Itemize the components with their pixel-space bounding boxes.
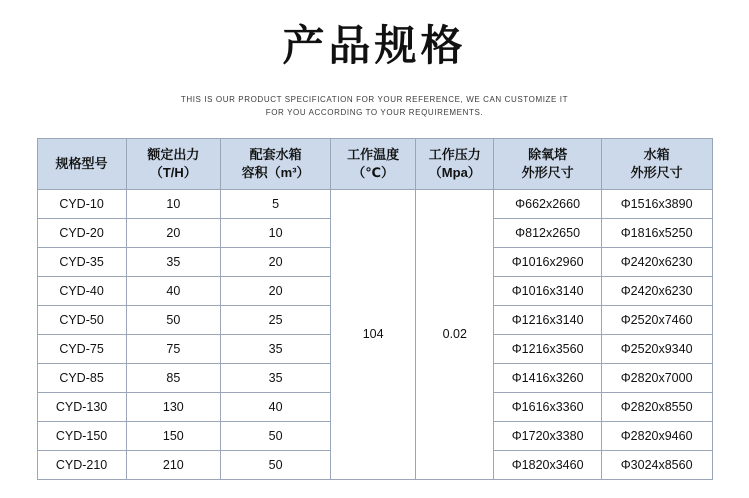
cell-output: 20 [126,218,221,247]
cell-model: CYD-150 [37,421,126,450]
specification-table [37,138,713,480]
cell-tank-volume: 20 [221,247,331,276]
cell-tank-volume: 40 [221,392,331,421]
cell-deaerator-size: Φ1216x3560 [494,334,601,363]
column-header-output [126,138,221,189]
cell-deaerator-size: Φ1616x3360 [494,392,601,421]
cell-deaerator-size: Φ1216x3140 [494,305,601,334]
cell-output: 150 [126,421,221,450]
cell-tank-volume: 50 [221,450,331,479]
cell-deaerator-size: Φ812x2650 [494,218,601,247]
column-header-model [37,138,126,189]
cell-output: 210 [126,450,221,479]
column-header-output-line1: 额定出力（T/H） [147,147,200,180]
cell-tank-volume: 20 [221,276,331,305]
cell-output: 130 [126,392,221,421]
subtitle-line-2: FOR YOU ACCORDING TO YOUR REQUIREMENTS. [265,108,484,118]
cell-tank-size: Φ2820x7000 [601,363,712,392]
cell-output: 85 [126,363,221,392]
cell-output: 40 [126,276,221,305]
column-header-work-pressure-line2: （Mpa） [428,164,481,180]
cell-model: CYD-40 [37,276,126,305]
cell-model: CYD-85 [37,363,126,392]
cell-model: CYD-210 [37,450,126,479]
cell-deaerator-size: Φ1416x3260 [494,363,601,392]
cell-output: 50 [126,305,221,334]
cell-tank-size: Φ3024x8560 [601,450,712,479]
cell-tank-size: Φ2820x8550 [601,392,712,421]
cell-deaerator-size: Φ1016x2960 [494,247,601,276]
specification-table-container [37,138,713,480]
cell-model: CYD-20 [37,218,126,247]
cell-work-pressure-merged: 0.02 [416,189,494,479]
column-header-work-pressure-line1: 工作压力 [428,147,481,163]
cell-output: 10 [126,189,221,218]
column-header-deaerator-size-line2: 外形尺寸 [521,164,574,180]
cell-tank-volume: 10 [221,218,331,247]
cell-tank-volume: 50 [221,421,331,450]
cell-model: CYD-130 [37,392,126,421]
cell-output: 35 [126,247,221,276]
cell-tank-volume: 5 [221,189,331,218]
cell-deaerator-size: Φ1820x3460 [494,450,601,479]
cell-deaerator-size: Φ1720x3380 [494,421,601,450]
cell-model: CYD-35 [37,247,126,276]
column-header-tank-volume-line1: 配套水箱 [249,147,302,163]
column-header-work-temperature-line1: 工作温度 [347,147,400,163]
cell-tank-size: Φ2420x6230 [601,276,712,305]
cell-tank-volume: 35 [221,334,331,363]
cell-deaerator-size: Φ1016x3140 [494,276,601,305]
cell-tank-size: Φ1816x5250 [601,218,712,247]
column-header-work-temperature [331,138,416,189]
column-header-tank-size [601,138,712,189]
cell-output: 75 [126,334,221,363]
cell-model: CYD-10 [37,189,126,218]
table-header [37,138,712,189]
cell-tank-size: Φ2520x9340 [601,334,712,363]
cell-model: CYD-50 [37,305,126,334]
cell-deaerator-size: Φ662x2660 [494,189,601,218]
column-header-tank-size-line2: 外形尺寸 [630,164,683,180]
cell-tank-size: Φ2420x6230 [601,247,712,276]
table-row [37,189,712,218]
subtitle-line-1: THIS IS OUR PRODUCT SPECIFICATION FOR YOUR REFERENCE, WE CAN CUSTOMIZE IT [180,94,569,104]
cell-work-temperature-merged: 104 [331,189,416,479]
cell-tank-size: Φ2520x7460 [601,305,712,334]
column-header-model-line1: 规格型号 [55,155,108,171]
column-header-tank-volume [221,138,331,189]
column-header-work-temperature-line2: （℃） [352,164,394,180]
page-title: 产品规格 [282,21,467,70]
table-header-row [37,138,712,189]
cell-tank-size: Φ2820x9460 [601,421,712,450]
column-header-work-pressure [416,138,494,189]
cell-tank-volume: 25 [221,305,331,334]
column-header-deaerator-size-line1: 除氧塔 [528,147,568,163]
table-body [37,189,712,479]
column-header-tank-size-line1: 水箱 [643,147,670,163]
cell-tank-volume: 35 [221,363,331,392]
cell-model: CYD-75 [37,334,126,363]
cell-tank-size: Φ1516x3890 [601,189,712,218]
column-header-tank-volume-line2: 容积（m³） [241,164,310,180]
page-subtitle [0,93,749,120]
column-header-deaerator-size [494,138,601,189]
